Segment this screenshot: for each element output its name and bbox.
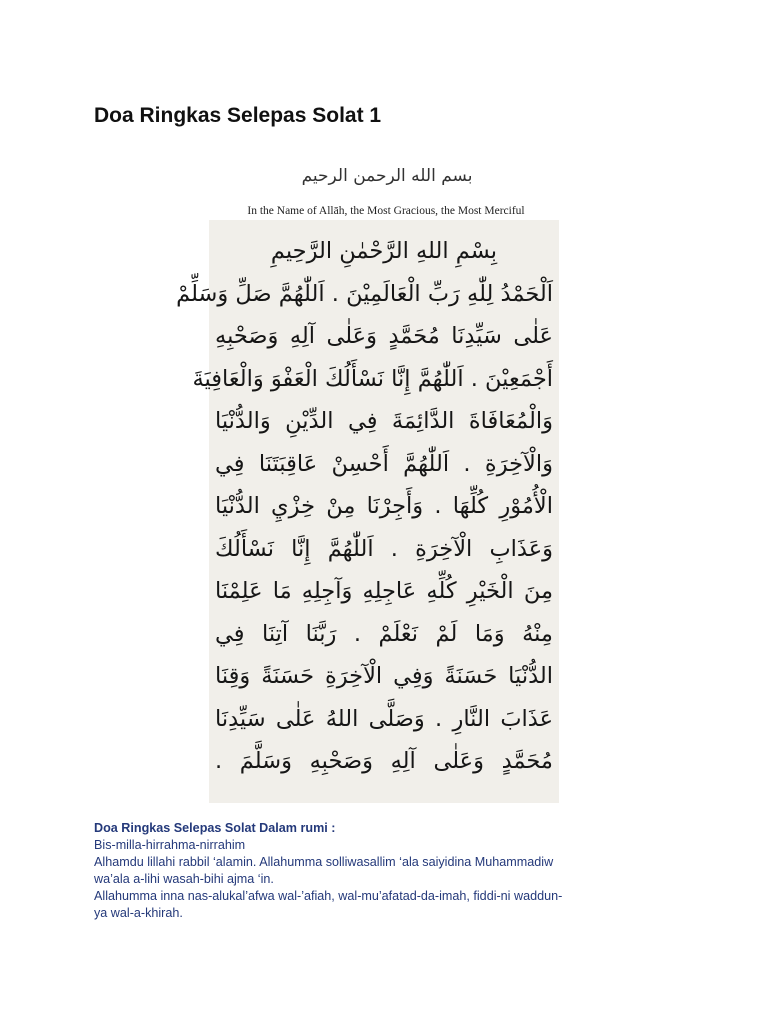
arabic-line: اَلْحَمْدُ لِلّٰهِ رَبِّ الْعَالَمِيْنَ . اَللّٰهُمَّ صَلِّ وَسَلِّمْ bbox=[176, 280, 553, 307]
rumi-transliteration bbox=[94, 820, 694, 922]
arabic-line: وَعَذَابِ الْآخِرَةِ . اَللّٰهُمَّ إِنَّا نَسْأَلُكَ bbox=[215, 535, 553, 562]
bismillah-caption: In the Name of Allāh, the Most Gracious, the Most Merciful bbox=[247, 205, 525, 217]
arabic-line: عَذَابَ النَّارِ . وَصَلَّى اللهُ عَلٰى سَيِّدِنَا bbox=[215, 705, 553, 732]
rumi-line: wa’ala a-lihi wasah-bihi ajma ‘in. bbox=[94, 872, 274, 886]
rumi-line: Allahumma inna nas-alukal’afwa wal-’afiah, wal-mu’afatad-da-imah, fiddi-ni waddun- bbox=[94, 889, 563, 903]
arabic-line: مُحَمَّدٍ وَعَلٰى آلِهِ وَصَحْبِهِ وَسَلَّمَ . bbox=[215, 748, 553, 774]
arabic-line: مِنْهُ وَمَا لَمْ نَعْلَمْ . رَبَّنَا آتِنَا فِي bbox=[215, 620, 553, 647]
arabic-line: أَجْمَعِيْنَ . اَللّٰهُمَّ إِنَّا نَسْأَلُكَ الْعَفْوَ وَالْعَافِيَةَ bbox=[192, 365, 553, 392]
bismillah-calligraphy-header bbox=[262, 152, 512, 200]
arabic-prayer-image bbox=[176, 220, 559, 803]
arabic-line: بِسْمِ اللهِ الرَّحْمٰنِ الرَّحِيمِ bbox=[270, 238, 498, 264]
arabic-line: الْأُمُوْرِ كُلِّهَا . وَأَجِرْنَا مِنْ خِزْيِ الدُّنْيَا bbox=[215, 493, 553, 519]
arabic-line: وَالْآخِرَةِ . اَللّٰهُمَّ أَحْسِنْ عَاقِبَتَنَا فِي bbox=[215, 450, 553, 477]
arabic-line: عَلٰى سَيِّدِنَا مُحَمَّدٍ وَعَلٰى آلِهِ وَصَحْبِهِ bbox=[215, 323, 553, 349]
arabic-line: مِنَ الْخَيْرِ كُلِّهِ عَاجِلِهِ وَآجِلِهِ مَا عَلِمْنَا bbox=[215, 578, 553, 604]
document-title: Doa Ringkas Selepas Solat 1 bbox=[94, 104, 382, 127]
rumi-line: Bis-milla-hirrahma-nirrahim bbox=[94, 838, 246, 852]
bismillah-header-text: بسم الله الرحمن الرحيم bbox=[301, 166, 473, 186]
rumi-line: ya wal-a-khirah. bbox=[94, 906, 183, 920]
rumi-heading: Doa Ringkas Selepas Solat Dalam rumi : bbox=[94, 821, 336, 835]
rumi-line: Alhamdu lillahi rabbil ‘alamin. Allahumma solliwasallim ‘ala saiyidina Muhammadiw bbox=[94, 855, 554, 869]
arabic-line: الدُّنْيَا حَسَنَةً وَفِي الْآخِرَةِ حَسَنَةً وَقِنَا bbox=[215, 663, 553, 689]
arabic-line: وَالْمُعَافَاةَ الدَّائِمَةَ فِي الدِّيْنِ وَالدُّنْيَا bbox=[215, 408, 553, 434]
